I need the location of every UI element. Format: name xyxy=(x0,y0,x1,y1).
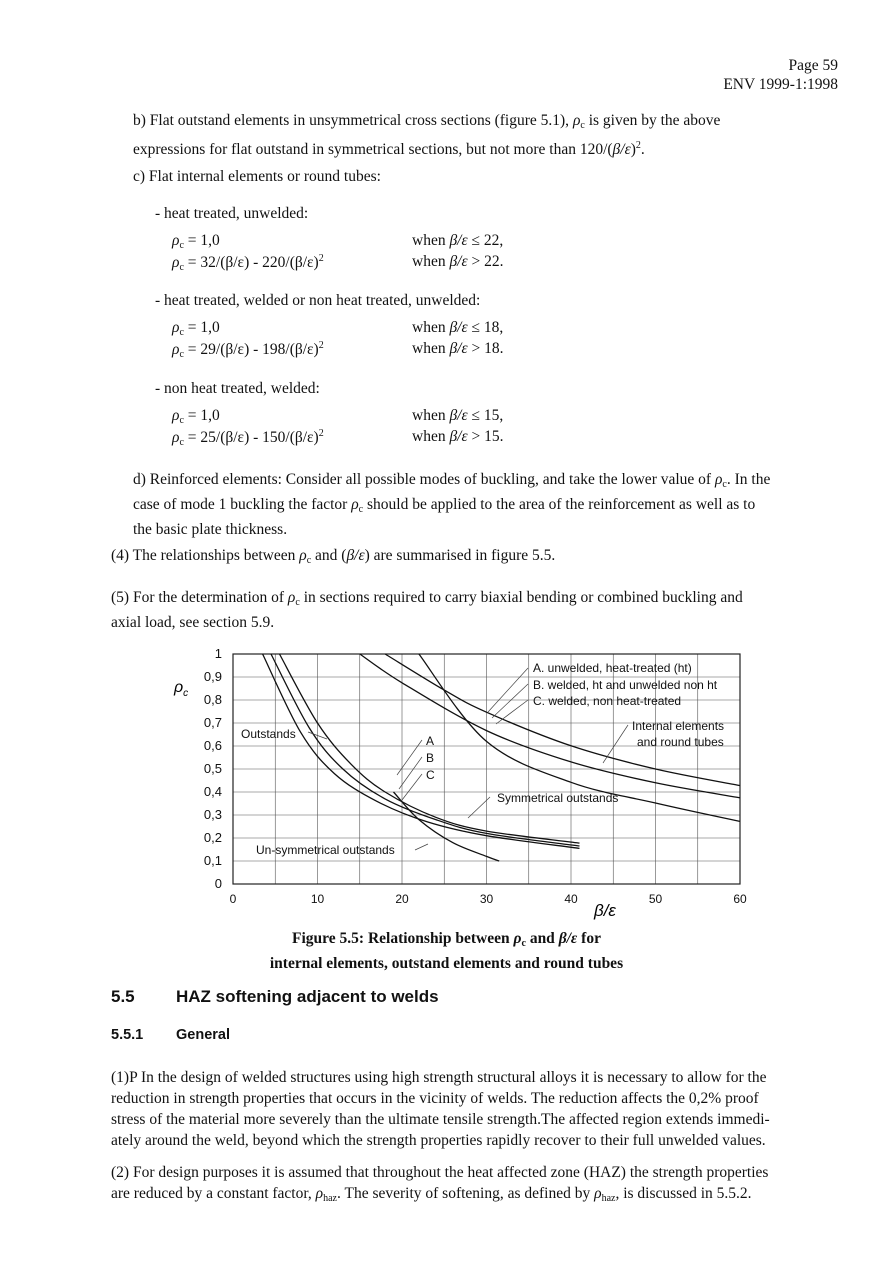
x-tick-label: 60 xyxy=(733,892,747,906)
y-tick-label: 0,6 xyxy=(203,738,222,753)
y-tick-label: 0,5 xyxy=(203,761,222,776)
leader-line xyxy=(496,700,528,724)
paragraph-5: (5) For the determination of $\rho_c$ in sections required to carry biaxial bending or combined buckling and axial load, see section 5.9. xyxy=(111,589,743,631)
page-number: Page 59 xyxy=(788,57,838,74)
leader-line xyxy=(492,684,528,718)
leader-line xyxy=(397,740,422,775)
leader-line xyxy=(399,757,422,789)
x-tick-label: 10 xyxy=(310,892,325,906)
group-title-non-heat-treated-welded: - non heat treated, welded: xyxy=(155,380,320,397)
leader-line xyxy=(415,844,428,850)
x-tick-label: 0 xyxy=(229,892,237,906)
equation: $\rho_c = 1,0$ xyxy=(172,407,220,426)
y-tick-label: 0,2 xyxy=(203,830,222,845)
series-line xyxy=(263,654,580,848)
paragraph-4: (4) The relationships between $\rho_c$ and (β/ε) are summarised in figure 5.5. xyxy=(111,547,556,566)
equation: $\rho_c = 25/(\beta/\varepsilon) - 150/(\beta/\varepsilon)^2$ xyxy=(172,428,324,448)
group-title-welded-or-non-heat-treated: - heat treated, welded or non heat treated, unwelded: xyxy=(155,292,481,309)
annotation-round-tubes: and round tubes xyxy=(637,735,724,749)
condition: when β/ε > 22. xyxy=(412,253,504,270)
y-tick-label: 0,8 xyxy=(203,692,222,707)
document-reference: ENV 1999-1:1998 xyxy=(723,76,838,93)
paragraph-1p: (1)P In the design of welded structures using high strength structural alloys it is necessary to allow for the reduction in strength properties that occurs in the vicinity of welds. The reduction affects the 0,2% proof stress of the material more severely than the ultimate tensile strength.The affected region extends immedi- ately around the weld, beyond which the strength properties rapidly recover to their full unwelded values. xyxy=(111,1069,770,1149)
equation: $\rho_c = 1,0$ xyxy=(172,319,220,338)
condition: when β/ε ≤ 18, xyxy=(412,319,504,336)
condition: when β/ε > 18. xyxy=(412,340,504,357)
section-number: 5.5 xyxy=(111,987,135,1006)
leader-line xyxy=(603,725,628,763)
y-tick-label: 0,4 xyxy=(203,784,222,799)
annotation-unsymmetrical-outstands: Un-symmetrical outstands xyxy=(256,843,395,857)
annotation-outstands: Outstands xyxy=(241,727,296,741)
annotation-symmetrical-outstands: Symmetrical outstands xyxy=(497,791,619,805)
subsection-title: General xyxy=(176,1027,230,1043)
leader-line xyxy=(402,774,422,800)
x-tick-label: 40 xyxy=(564,892,578,906)
y-tick-label: 0,9 xyxy=(203,669,222,684)
y-tick-label: 0,1 xyxy=(203,853,222,868)
x-tick-label: 50 xyxy=(648,892,663,906)
y-tick-label: 0 xyxy=(214,876,222,891)
y-tick-label: 1 xyxy=(214,646,222,661)
group-title-heat-treated-unwelded: - heat treated, unwelded: xyxy=(155,205,309,222)
figure-caption: Figure 5.5: Relationship between $\rho_c$ and β/ε for internal elements, outstand elements and round tubes xyxy=(269,930,624,972)
paragraph-d: d) Reinforced elements: Consider all possible modes of buckling, and take the lower value of $\rho_c$. In the case of mode 1 buckling the factor $\rho_c$ should be applied to the area of the reinforcement as well as to the basic plate thickness. xyxy=(133,471,771,538)
series-line xyxy=(394,792,500,861)
paragraph-2: (2) For design purposes it is assumed that throughout the heat affected zone (HAZ) the strength properties are reduced by a constant factor, $\rho_{haz}$. The severity of softening, as defined by $\rho_{haz}$, is discussed in 5.5.2. xyxy=(111,1164,769,1204)
annotation-curve-c: C. welded, non heat-treated xyxy=(533,694,682,708)
y-tick-label: 0,3 xyxy=(203,807,222,822)
x-tick-label: 30 xyxy=(479,892,494,906)
equation: $\rho_c = 32/(\beta/\varepsilon) - 220/(\beta/\varepsilon)^2$ xyxy=(172,253,324,273)
y-tick-label: 0,7 xyxy=(203,715,222,730)
y-axis-label: $\rho_c$ xyxy=(174,679,189,699)
annotation-outstand-c: C xyxy=(426,768,435,782)
paragraph-b: b) Flat outstand elements in unsymmetrical cross sections (figure 5.1), $\rho_c$ is given by the above expressions for flat outstand in symmetrical sections, but not more than $120/(\beta/\varepsilon)^2$. xyxy=(133,112,721,158)
x-axis-label: β/ε xyxy=(594,901,616,920)
section-title: HAZ softening adjacent to welds xyxy=(176,987,439,1006)
condition: when β/ε ≤ 22, xyxy=(412,232,504,249)
annotation-curve-b: B. welded, ht and unwelded non ht xyxy=(533,678,718,692)
x-tick-label: 20 xyxy=(395,892,409,906)
paragraph-c: c) Flat internal elements or round tubes: xyxy=(133,168,381,185)
condition: when β/ε ≤ 15, xyxy=(412,407,504,424)
equation: $\rho_c = 1,0$ xyxy=(172,232,220,251)
annotation-curve-a: A. unwelded, heat-treated (ht) xyxy=(533,661,692,675)
condition: when β/ε > 15. xyxy=(412,428,504,445)
equation: $\rho_c = 29/(\beta/\varepsilon) - 198/(\beta/\varepsilon)^2$ xyxy=(172,340,324,360)
annotation-outstand-a: A xyxy=(426,734,435,748)
subsection-number: 5.5.1 xyxy=(111,1027,144,1043)
annotation-internal-elements: Internal elements xyxy=(632,719,725,733)
annotation-outstand-b: B xyxy=(426,751,435,765)
